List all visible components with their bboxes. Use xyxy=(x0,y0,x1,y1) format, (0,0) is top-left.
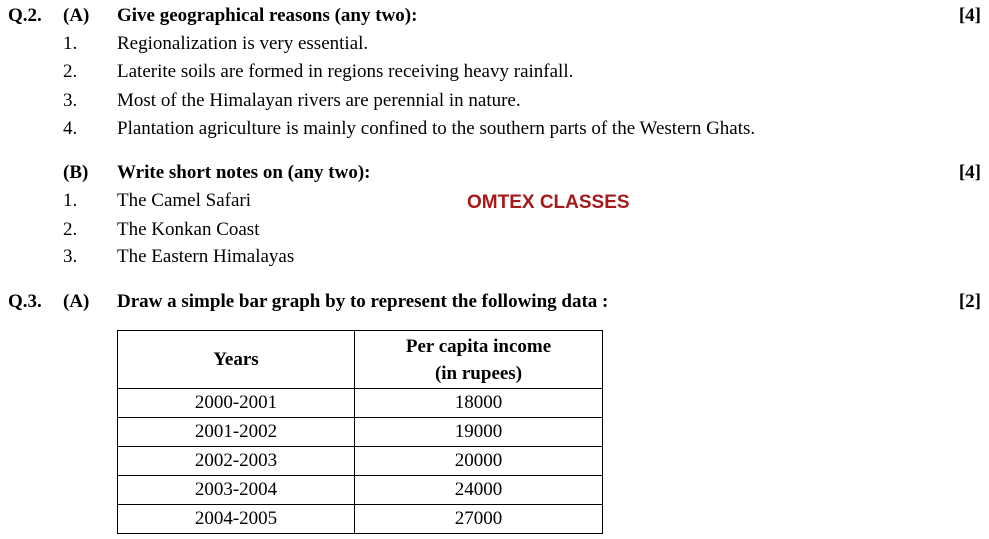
q2-a-item-number: 1. xyxy=(63,33,78,54)
year-cell: 2002-2003 xyxy=(118,447,355,476)
q2-b-item-text: The Camel Safari xyxy=(117,190,252,211)
q2-b-item xyxy=(0,217,989,243)
q2-b-marks: [4] xyxy=(958,162,981,183)
q3-a-title: Draw a simple bar graph by to represent the following data : xyxy=(117,291,609,312)
q2-b-item-text: The Eastern Himalayas xyxy=(117,246,295,267)
q2-a-item-text: Plantation agriculture is mainly confined to the southern parts of the Western Ghats. xyxy=(117,118,756,139)
q2-a-item xyxy=(0,59,989,85)
q2-a-item xyxy=(0,88,989,114)
header-income-line2: (in rupees) xyxy=(434,362,523,384)
q2-a-item-number: 4. xyxy=(63,118,78,139)
table-row xyxy=(118,447,603,476)
q2-b-item-number: 3. xyxy=(63,246,78,267)
q2-number: Q.2. xyxy=(8,5,42,26)
year-cell: 2000-2001 xyxy=(118,389,355,418)
q2-a-marks: [4] xyxy=(958,5,981,26)
year-cell: 2001-2002 xyxy=(118,418,355,447)
q2-b-heading xyxy=(0,160,989,186)
q3-a-heading xyxy=(0,289,989,315)
q2-b-item-number: 2. xyxy=(63,219,78,240)
table-row xyxy=(118,418,603,447)
table-header-row xyxy=(118,331,603,389)
q2-a-item-text: Laterite soils are formed in regions receiving heavy rainfall. xyxy=(117,61,574,82)
q2-b-title: Write short notes on (any two): xyxy=(117,162,371,183)
income-cell: 24000 xyxy=(355,476,603,505)
q2-b-item-text: The Konkan Coast xyxy=(117,219,260,240)
year-cell: 2004-2005 xyxy=(118,505,355,534)
q2-a-title: Give geographical reasons (any two): xyxy=(117,5,418,26)
table-row xyxy=(118,389,603,418)
q2-a-item xyxy=(0,31,989,57)
income-cell: 18000 xyxy=(355,389,603,418)
q2-a-heading xyxy=(0,3,989,29)
q2-a-item-number: 2. xyxy=(63,61,78,82)
q2-a-item-text: Regionalization is very essential. xyxy=(117,33,369,54)
header-income-line1: Per capita income xyxy=(405,335,552,357)
q2-a-label: (A) xyxy=(63,5,90,26)
table-row xyxy=(118,476,603,505)
table-row xyxy=(118,505,603,534)
income-cell: 20000 xyxy=(355,447,603,476)
q3-a-label: (A) xyxy=(63,291,90,312)
income-cell: 19000 xyxy=(355,418,603,447)
q2-a-item-text: Most of the Himalayan rivers are perennial in nature. xyxy=(117,90,521,111)
header-income xyxy=(355,331,603,389)
q2-a-item xyxy=(0,116,989,142)
income-table xyxy=(117,330,603,534)
q3-number: Q.3. xyxy=(8,291,42,312)
q2-a-item-number: 3. xyxy=(63,90,78,111)
q3-a-marks: [2] xyxy=(958,291,981,312)
q2-b-item xyxy=(0,244,989,270)
q2-b-label: (B) xyxy=(63,162,89,183)
header-years: Years xyxy=(118,331,355,389)
watermark-text: OMTEX CLASSES xyxy=(467,192,630,213)
year-cell: 2003-2004 xyxy=(118,476,355,505)
income-cell: 27000 xyxy=(355,505,603,534)
q2-b-item-number: 1. xyxy=(63,190,78,211)
